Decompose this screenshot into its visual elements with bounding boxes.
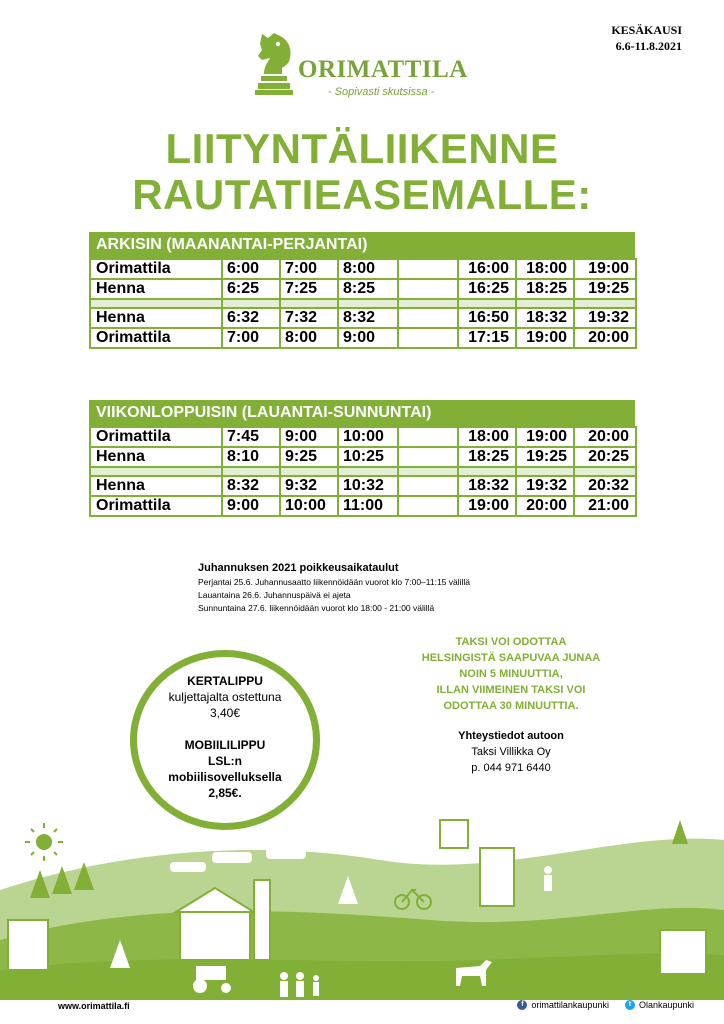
departure-time (398, 279, 458, 299)
departure-time: 21:00 (574, 496, 636, 516)
logo-name: ORIMATTILA (298, 56, 468, 83)
separator-cell (338, 299, 398, 308)
separator-cell (280, 299, 338, 308)
departure-time: 20:00 (574, 328, 636, 348)
departure-time: 20:25 (574, 447, 636, 467)
table-row (90, 279, 636, 299)
departure-time: 8:25 (338, 279, 398, 299)
departure-time: 19:25 (516, 447, 574, 467)
footer-website[interactable]: www.orimattila.fi (58, 1001, 130, 1011)
departure-time: 7:45 (222, 427, 280, 447)
departure-time: 6:25 (222, 279, 280, 299)
departure-time: 9:00 (338, 328, 398, 348)
exception-line: Lauantaina 26.6. Juhannuspäivä ei ajeta (198, 590, 351, 600)
taxi-note-line: TAKSI VOI ODOTTAA (455, 636, 567, 648)
departure-time: 7:25 (280, 279, 338, 299)
footer-social (517, 1000, 694, 1010)
table-row (90, 259, 636, 279)
departure-time: 16:50 (458, 308, 516, 328)
departure-time: 18:25 (458, 447, 516, 467)
contact-phone: p. 044 971 6440 (471, 762, 551, 774)
departure-time: 6:00 (222, 259, 280, 279)
taxi-note-line: ODOTTAA 30 MINUUTTIA. (443, 700, 579, 712)
exception-line: Perjantai 25.6. Juhannusaatto liikennöidään vuorot klo 7:00–11:15 välillä (198, 577, 471, 587)
separator-cell (458, 467, 516, 476)
chess-knight-icon (252, 30, 296, 96)
orimattila-logo (252, 30, 472, 100)
departure-time: 19:00 (516, 427, 574, 447)
departure-time: 8:00 (338, 259, 398, 279)
table-separator (90, 299, 636, 308)
taxi-contact (436, 728, 586, 776)
stop-name: Henna (90, 476, 222, 496)
twitter-handle[interactable]: Olankaupunki (638, 1000, 694, 1010)
departure-time: 18:32 (458, 476, 516, 496)
departure-time: 19:00 (458, 496, 516, 516)
departure-time: 19:00 (516, 328, 574, 348)
logo-tagline: - Sopivasti skutsissa - (328, 86, 435, 98)
exception-title: Juhannuksen 2021 poikkeusaikataulut (198, 562, 399, 574)
weekend-title: VIIKONLOPPUISIN (LAUANTAI-SUNNUNTAI) (89, 400, 635, 426)
departure-time (398, 259, 458, 279)
departure-time: 20:32 (574, 476, 636, 496)
exception-line: Sunnuntaina 27.6. liikennöidään vuorot klo 18:00 - 21:00 välillä (198, 603, 435, 613)
departure-time (398, 447, 458, 467)
departure-time: 9:32 (280, 476, 338, 496)
stop-name: Orimattila (90, 427, 222, 447)
departure-time: 18:32 (516, 308, 574, 328)
page-title (0, 126, 724, 218)
departure-time: 7:32 (280, 308, 338, 328)
stop-name: Orimattila (90, 496, 222, 516)
mobile-ticket-price: 2,85€. (208, 786, 242, 800)
weekday-title: ARKISIN (MAANANTAI-PERJANTAI) (89, 232, 635, 258)
departure-time (398, 496, 458, 516)
departure-time: 8:32 (222, 476, 280, 496)
table-separator (90, 467, 636, 476)
departure-time: 10:25 (338, 447, 398, 467)
separator-cell (90, 299, 222, 308)
departure-time: 8:10 (222, 447, 280, 467)
departure-time: 10:00 (280, 496, 338, 516)
departure-time: 9:00 (280, 427, 338, 447)
contact-company: Taksi Villikka Oy (471, 746, 551, 758)
page-title-line2: RAUTATIEASEMALLE: (132, 171, 592, 218)
table-row (90, 328, 636, 348)
departure-time: 19:32 (516, 476, 574, 496)
separator-cell (222, 467, 280, 476)
stop-name: Henna (90, 308, 222, 328)
departure-time (398, 328, 458, 348)
departure-time: 20:00 (574, 427, 636, 447)
departure-time: 8:32 (338, 308, 398, 328)
weekday-timetable (89, 232, 635, 349)
separator-cell (90, 467, 222, 476)
departure-time: 16:25 (458, 279, 516, 299)
separator-cell (458, 299, 516, 308)
exception-schedule (198, 560, 470, 615)
departure-time: 7:00 (280, 259, 338, 279)
departure-time: 9:00 (222, 496, 280, 516)
separator-cell (338, 467, 398, 476)
taxi-note-line: ILLAN VIIMEINEN TAKSI VOI (436, 684, 586, 696)
separator-cell (398, 299, 458, 308)
departure-time: 18:00 (458, 427, 516, 447)
season-title: KESÄKAUSI (611, 23, 682, 37)
separator-cell (280, 467, 338, 476)
page-title-line1: LIITYNTÄLIIKENNE (165, 125, 559, 172)
stop-name: Henna (90, 447, 222, 467)
weekend-table (89, 426, 637, 517)
stop-name: Henna (90, 279, 222, 299)
taxi-note-line: HELSINGISTÄ SAAPUVAA JUNAA (421, 652, 601, 664)
departure-time: 19:00 (574, 259, 636, 279)
separator-cell (516, 299, 574, 308)
departure-time: 10:00 (338, 427, 398, 447)
departure-time: 10:32 (338, 476, 398, 496)
stop-name: Orimattila (90, 259, 222, 279)
departure-time (398, 476, 458, 496)
stop-name: Orimattila (90, 328, 222, 348)
separator-cell (516, 467, 574, 476)
contact-title: Yhteystiedot autoon (458, 730, 564, 742)
twitter-icon[interactable]: t (625, 1000, 635, 1010)
departure-time: 11:00 (338, 496, 398, 516)
single-ticket-title: KERTALIPPU (187, 674, 263, 688)
mobile-ticket-desc: mobiilisovelluksella (168, 770, 282, 784)
mobile-ticket-title: MOBIILILIPPU (184, 738, 266, 752)
separator-cell (222, 299, 280, 308)
departure-time: 8:00 (280, 328, 338, 348)
weekday-table (89, 258, 637, 349)
table-row (90, 447, 636, 467)
departure-time: 18:25 (516, 279, 574, 299)
mobile-ticket-line2: LSL:n (208, 754, 242, 768)
table-row (90, 476, 636, 496)
separator-cell (398, 467, 458, 476)
taxi-note-line: NOIN 5 MINUUTTIA, (459, 668, 563, 680)
departure-time: 20:00 (516, 496, 574, 516)
separator-cell (574, 467, 636, 476)
departure-time: 19:32 (574, 308, 636, 328)
single-ticket-price: 3,40€ (209, 706, 241, 720)
facebook-icon[interactable]: f (517, 1000, 527, 1010)
departure-time: 19:25 (574, 279, 636, 299)
town-landscape-illustration (0, 790, 724, 1000)
weekend-timetable (89, 400, 635, 517)
departure-time: 17:15 (458, 328, 516, 348)
season-label (611, 22, 682, 54)
departure-time: 16:00 (458, 259, 516, 279)
departure-time: 7:00 (222, 328, 280, 348)
separator-cell (574, 299, 636, 308)
departure-time: 9:25 (280, 447, 338, 467)
departure-time (398, 427, 458, 447)
table-row (90, 308, 636, 328)
departure-time: 6:32 (222, 308, 280, 328)
sun-icon (25, 823, 63, 861)
departure-time (398, 308, 458, 328)
taxi-wait-note (392, 634, 630, 714)
departure-time: 18:00 (516, 259, 574, 279)
facebook-handle[interactable]: orimattilankaupunki (531, 1000, 609, 1010)
table-row (90, 496, 636, 516)
single-ticket-desc: kuljettajalta ostettuna (168, 690, 282, 704)
table-row (90, 427, 636, 447)
season-dates: 6.6-11.8.2021 (615, 39, 682, 53)
